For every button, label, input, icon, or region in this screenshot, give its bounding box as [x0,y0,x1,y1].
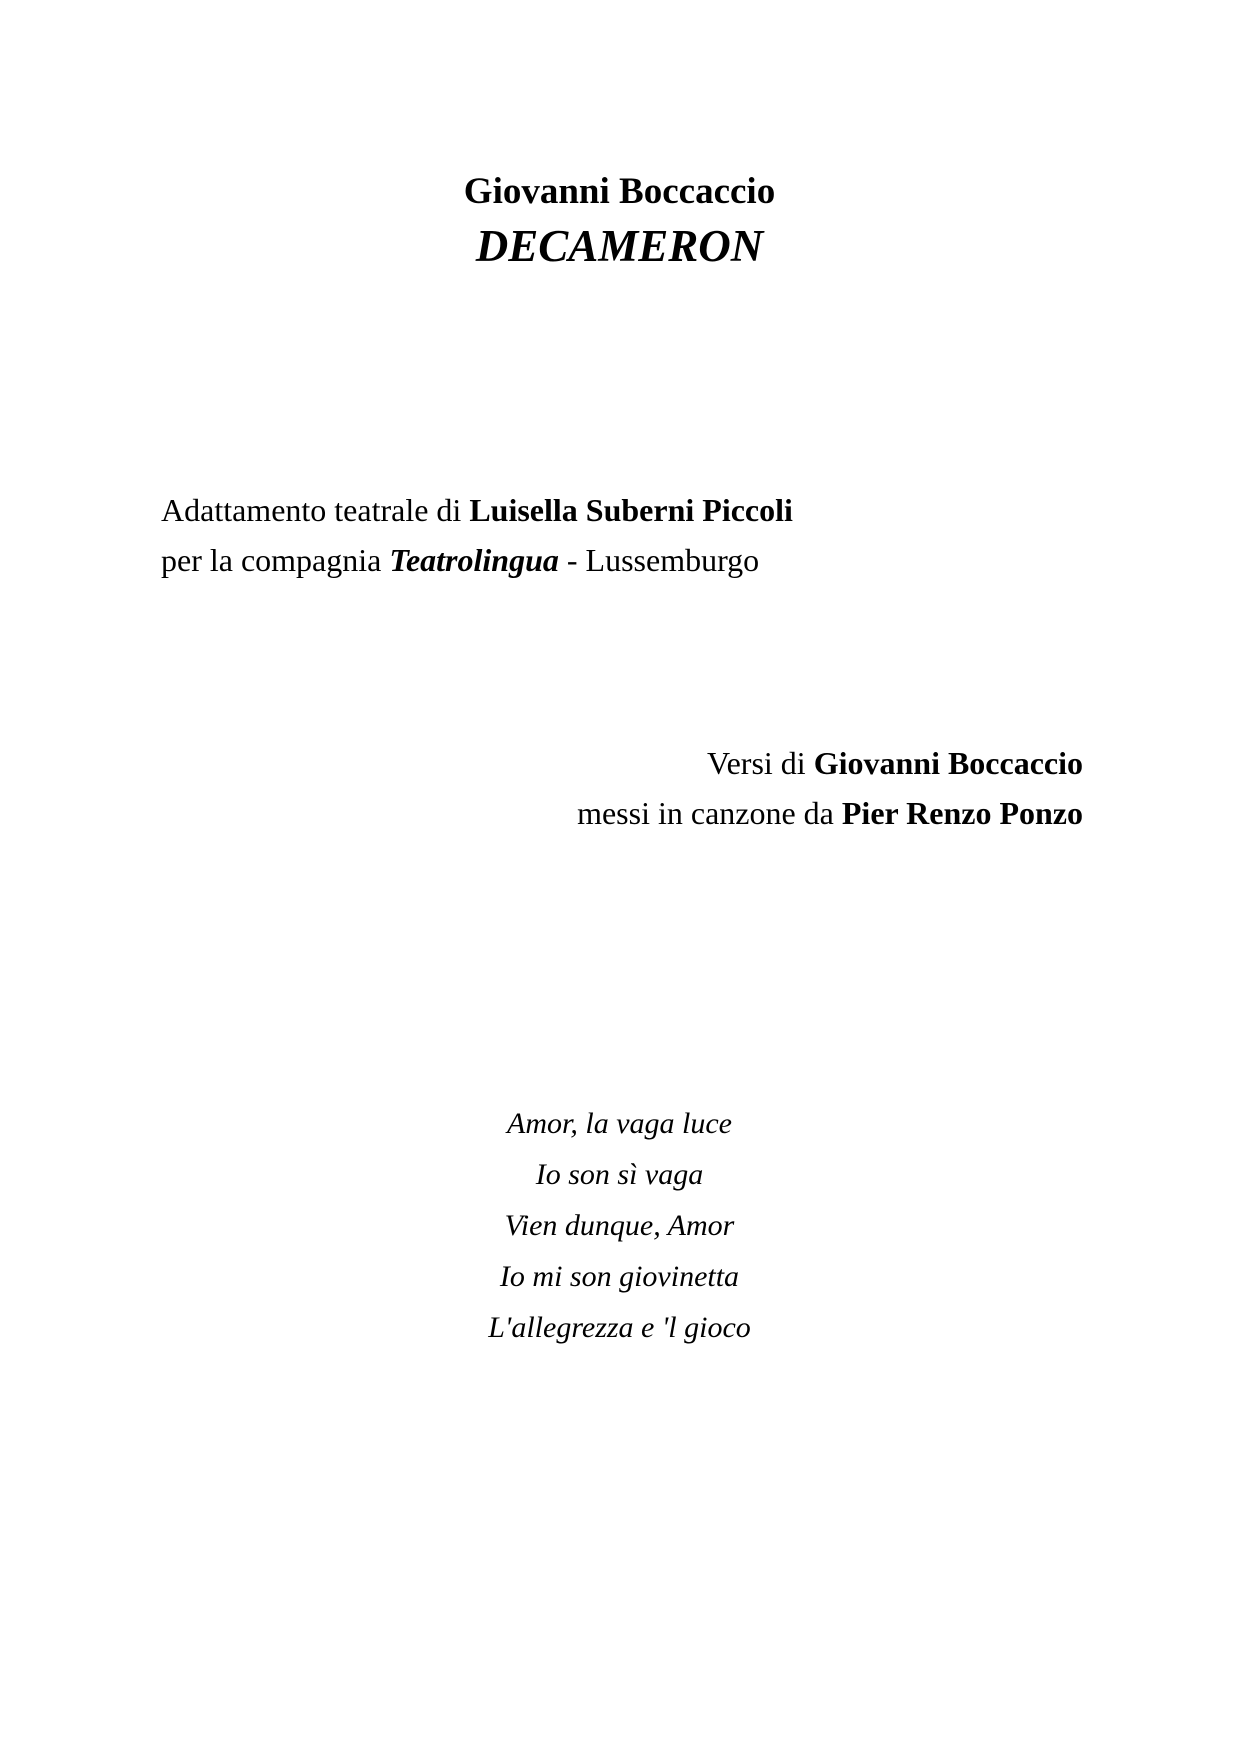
music-prefix: messi in canzone da [577,795,842,831]
company-suffix: - Lussemburgo [558,542,760,578]
company-line [161,544,759,576]
song-title: Vien dunque, Amor [504,1209,735,1242]
poet-name: Giovanni Boccaccio [813,745,1083,781]
company-name: Teatrolingua [389,542,559,578]
song-title: Amor, la vaga luce [507,1107,732,1140]
verses-prefix: Versi di [707,745,814,781]
composer-name: Pier Renzo Ponzo [841,795,1083,831]
song-list [0,1098,1239,1353]
song-title: L'allegrezza e 'l gioco [488,1311,751,1344]
adaptation-line [161,494,793,526]
music-line [577,797,1083,829]
verses-line [707,747,1083,779]
author-name: Giovanni Boccaccio [463,171,776,212]
song-title: Io mi son giovinetta [499,1260,740,1293]
adaptation-prefix: Adattamento teatrale di [161,492,470,528]
song-title: Io son sì vaga [535,1158,704,1191]
work-title: DECAMERON [475,221,764,271]
company-prefix: per la compagnia [161,542,390,578]
adapter-name: Luisella Suberni Piccoli [469,492,793,528]
